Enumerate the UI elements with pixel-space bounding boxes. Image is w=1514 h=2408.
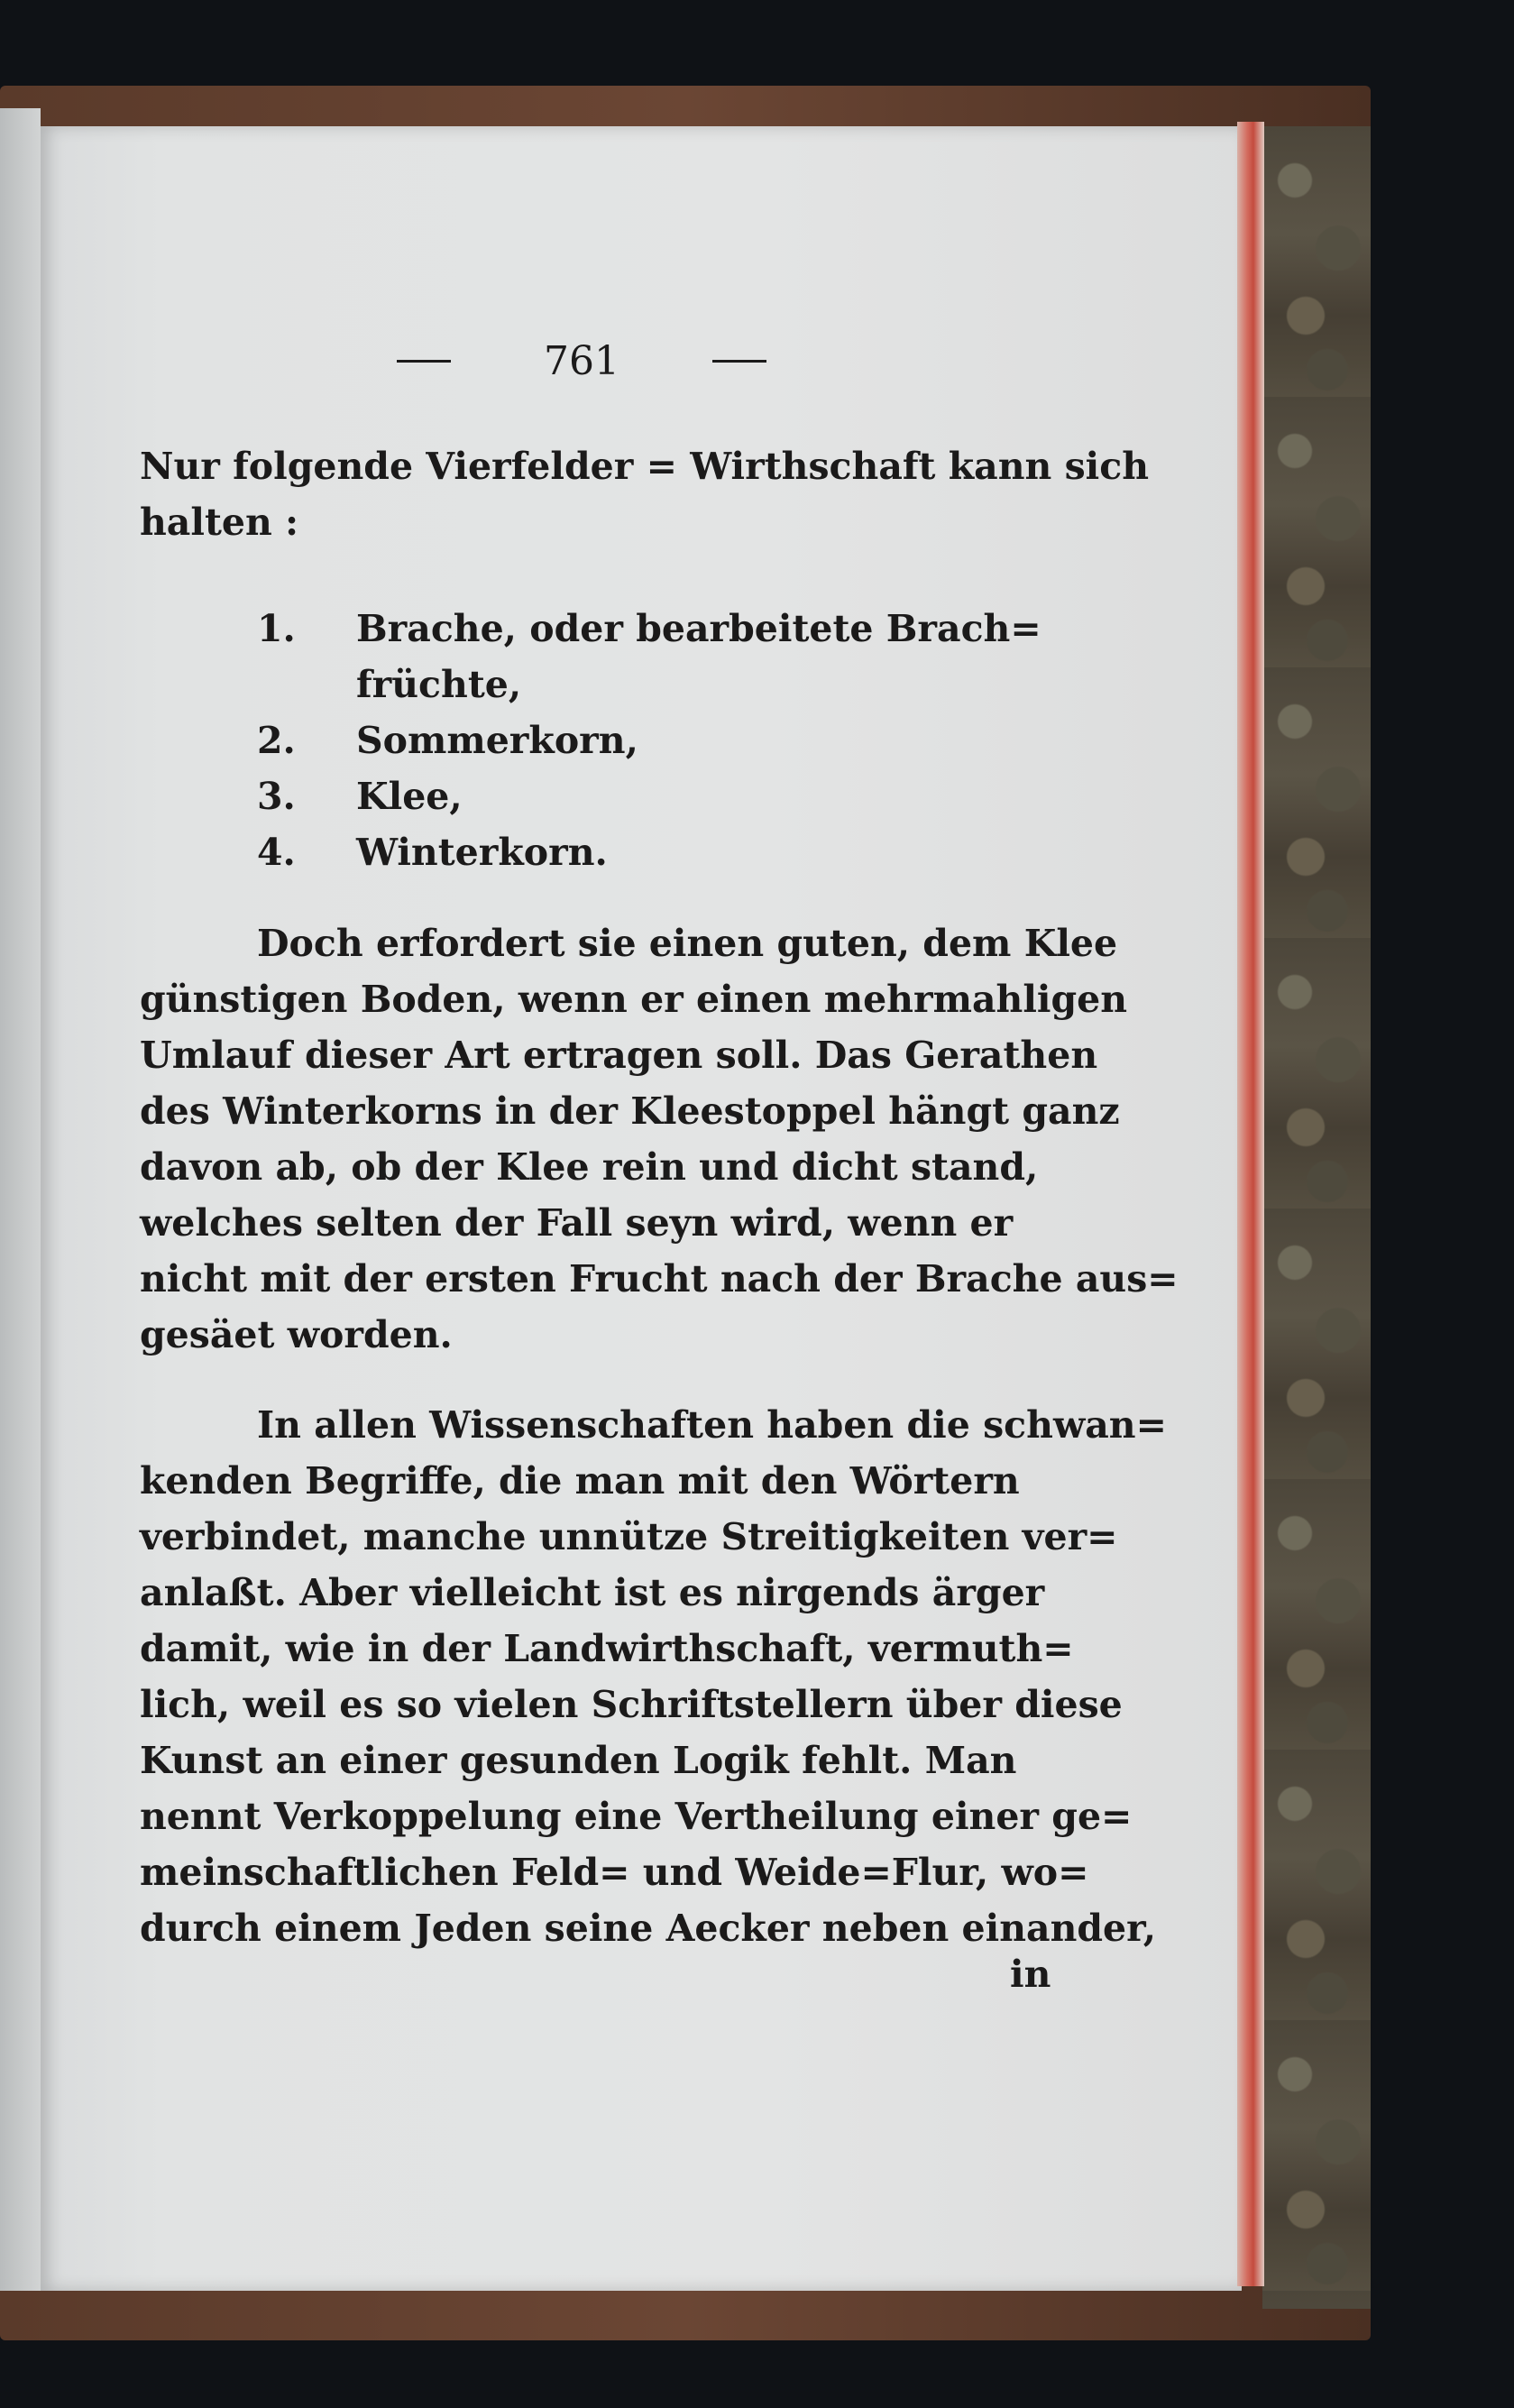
page-header	[397, 334, 766, 388]
text-line: welches selten der Fall seyn wird, wenn er	[140, 1201, 1014, 1245]
text-line: gesäet worden.	[140, 1313, 453, 1356]
list-item	[257, 602, 1041, 656]
text-line: In allen Wissenschaften haben die schwan=	[257, 1403, 1167, 1447]
text-line: Nur folgende Vierfelder = Wirthschaft kann sich	[140, 445, 1150, 488]
catchword: in	[1010, 1953, 1051, 1996]
page-number: 761	[544, 337, 619, 384]
list-text: Winterkorn.	[356, 831, 608, 874]
text-line: kenden Begriffe, die man mit den Wörtern	[140, 1459, 1020, 1503]
header-dash-left	[397, 360, 451, 363]
list-item-continuation	[356, 658, 521, 712]
text-line: davon ab, ob der Klee rein und dicht stand,	[140, 1145, 1039, 1189]
list-text: Brache, oder bearbeitete Brach=	[356, 607, 1041, 650]
text-line: damit, wie in der Landwirthschaft, vermuth=	[140, 1627, 1074, 1670]
text-line: Kunst an einer gesunden Logik fehlt. Man	[140, 1739, 1017, 1782]
text-line: lich, weil es so vielen Schriftstellern über diese	[140, 1683, 1123, 1726]
list-number: 2.	[257, 719, 296, 762]
list-text: Klee,	[356, 775, 463, 818]
list-text: früchte,	[356, 663, 522, 706]
facing-page-edge	[0, 108, 41, 2291]
list-text: Sommerkorn,	[356, 719, 638, 762]
list-number: 3.	[257, 775, 296, 818]
header-dash-right	[712, 360, 766, 363]
list-number: 4.	[257, 831, 296, 874]
text-line: günstigen Boden, wenn er einen mehrmahligen	[140, 978, 1128, 1021]
text-line: anlaßt. Aber vielleicht ist es nirgends ärger	[140, 1571, 1045, 1614]
marbled-cover-edge	[1262, 126, 1371, 2309]
text-line: Doch erfordert sie einen guten, dem Klee	[257, 922, 1118, 965]
red-page-edges	[1237, 122, 1264, 2286]
list-number: 1.	[257, 607, 296, 650]
text-line: durch einem Jeden seine Aecker neben einander,	[140, 1907, 1157, 1950]
text-line: verbindet, manche unnütze Streitigkeiten ver=	[140, 1515, 1118, 1558]
list-item	[257, 714, 638, 767]
list-item	[257, 826, 608, 879]
text-line: des Winterkorns in der Kleestoppel hängt ganz	[140, 1089, 1120, 1133]
text-line: Umlauf dieser Art ertragen soll. Das Gerathen	[140, 1034, 1098, 1077]
text-line: halten :	[140, 501, 299, 544]
text-line: nennt Verkoppelung eine Vertheilung einer ge=	[140, 1795, 1133, 1838]
text-line: meinschaftlichen Feld= und Weide=Flur, wo=	[140, 1851, 1089, 1894]
list-item	[257, 770, 463, 823]
text-line: nicht mit der ersten Frucht nach der Brache aus=	[140, 1257, 1179, 1301]
